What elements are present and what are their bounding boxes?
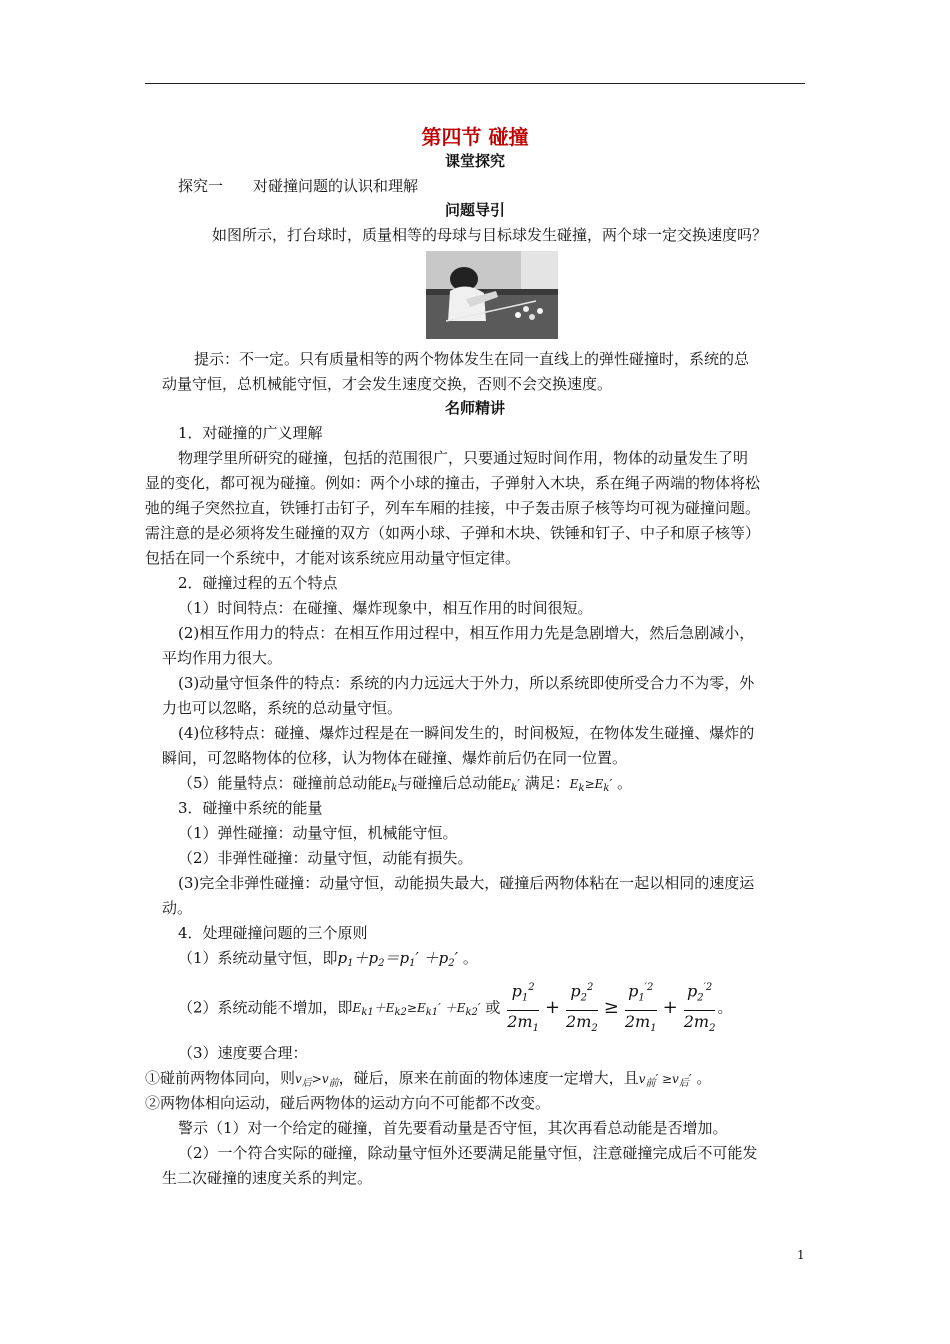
formula-inequality: $E_k\ge E_k'$ — [569, 777, 613, 794]
text-segment: 。 — [717, 998, 733, 1017]
hint-line-2: 动量守恒，总机械能守恒，才会发生速度交换，否则不会交换速度。 — [162, 375, 613, 393]
momentum-principle-line — [178, 948, 478, 974]
fraction-p1: $\frac{p_1^2}{2m_1}$ — [507, 978, 539, 1039]
formula-ek-prime: $E_k'$ — [502, 777, 520, 794]
formula-energy: $E_{k1}+E_{k2}\ge E_{k1}' +E_{k2}'$ — [352, 1001, 481, 1019]
energy-principle-line — [178, 978, 733, 1034]
point2-item: (4)位移特点：碰撞、爆炸过程是在一瞬间发生的，时间极短，在物体发生碰撞、爆炸的 — [178, 724, 755, 742]
point3-item: （2）非弹性碰撞：动量守恒，动能有损失。 — [178, 849, 473, 867]
text-segment: 。 — [616, 774, 632, 792]
geq-sign: ≥ — [603, 997, 619, 1019]
text-segment: （2）系统动能不增加，即 — [178, 998, 353, 1017]
warning-line: 警示（1）对一个给定的碰撞，首先要看动量是否守恒，其次再看总动能是否增加。 — [178, 1119, 728, 1137]
subtitle: 课堂探究 — [444, 152, 505, 170]
formula-ek: $E_k$ — [382, 777, 398, 794]
text-segment: （1）系统动量守恒，即 — [178, 949, 338, 967]
formula-momentum: $p_1+p_2=p_1' +p_2'$ — [337, 949, 459, 969]
billiards-photo — [426, 251, 558, 339]
point3-item: 动。 — [162, 899, 193, 917]
fraction-p1-prime: $\frac{p_1^{'2}}{2m_1}$ — [625, 978, 657, 1039]
text-segment: 或 — [485, 998, 501, 1017]
point1-line: 需注意的是必须将发生碰撞的双方（如两小球、子弹和木块、铁锤和钉子、中子和原子核等） — [145, 524, 761, 542]
point3-heading: 3．碰撞中系统的能量 — [178, 799, 323, 817]
warning-line: 生二次碰撞的速度关系的判定。 — [162, 1169, 373, 1187]
fraction-p2-prime: $\frac{p_2^{'2}}{2m_2}$ — [684, 978, 716, 1039]
point4-item: ②两物体相向运动，碰后两物体的运动方向不可能都不改变。 — [145, 1094, 551, 1112]
guide-heading: 问题导引 — [444, 201, 505, 219]
point3-item: （1）弹性碰撞：动量守恒，机械能守恒。 — [178, 824, 458, 842]
formula-velocity-2: $v_前' \ge v_后'$ — [638, 1072, 692, 1089]
text-segment: ，碰后，原来在前面的物体速度一定增大，且 — [338, 1069, 639, 1087]
text-segment: 与碰撞后总动能 — [397, 774, 503, 792]
teacher-heading: 名师精讲 — [444, 399, 505, 417]
plus-sign: + — [662, 997, 678, 1019]
energy-feature-line — [178, 773, 632, 799]
point1-line: 物理学里所研究的碰撞，包括的范围很广，只要通过短时间作用，物体的动量发生了明 — [178, 449, 749, 467]
point4-heading: 4．处理碰撞问题的三个原则 — [178, 924, 368, 942]
point2-heading: 2．碰撞过程的五个特点 — [178, 574, 338, 592]
plus-sign: + — [544, 997, 561, 1019]
page-title: 第四节 碰撞 — [421, 125, 529, 149]
point3-item: (3)完全非弹性碰撞：动量守恒，动能损失最大，碰撞后两物体粘在一起以相同的速度运 — [178, 874, 755, 892]
point1-heading: 1．对碰撞的广义理解 — [178, 424, 323, 442]
text-segment: 满足： — [524, 774, 570, 792]
point2-item: （1）时间特点：在碰撞、爆炸现象中，相互作用的时间很短。 — [178, 599, 593, 617]
fraction-p2: $\frac{p_2^2}{2m_2}$ — [566, 978, 598, 1039]
section-heading: 探究一 对碰撞问题的认识和理解 — [178, 177, 419, 195]
warning-line: （2）一个符合实际的碰撞，除动量守恒外还要满足能量守恒，注意碰撞完成后不可能发 — [178, 1144, 758, 1162]
formula-velocity-1: $v_后>v_前$ — [295, 1072, 339, 1089]
text-segment: 。 — [696, 1069, 712, 1087]
text-segment: ①碰前两物体同向，则 — [145, 1069, 296, 1087]
text-segment: 。 — [462, 949, 478, 967]
question-text: 如图所示，打台球时，质量相等的母球与目标球发生碰撞，两个球一定交换速度吗？ — [212, 226, 768, 244]
point2-item: 平均作用力很大。 — [162, 649, 283, 667]
point4-item: （3）速度要合理： — [178, 1044, 308, 1062]
point2-item: (3)动量守恒条件的特点：系统的内力远远大于外力，所以系统即使所受合力不为零，外 — [178, 674, 755, 692]
point1-line: 显的变化，都可视为碰撞。例如：两个小球的撞击，子弹射入木块，系在绳子两端的物体将松 — [145, 474, 761, 492]
header-rule — [145, 83, 805, 84]
hint-line-1: 提示：不一定。只有质量相等的两个物体发生在同一直线上的弹性碰撞时，系统的总 — [194, 350, 750, 368]
point1-line: 包括在同一个系统中，才能对该系统应用动量守恒定律。 — [145, 549, 521, 567]
text-segment: （5）能量特点：碰撞前总动能 — [178, 774, 383, 792]
point2-item: (2)相互作用力的特点：在相互作用过程中，相互作用力先是急剧增大，然后急剧减小， — [178, 624, 755, 642]
page-number: 1 — [797, 1248, 805, 1262]
point2-item: 力也可以忽略，系统的总动量守恒。 — [162, 699, 403, 717]
velocity-rule-line — [145, 1068, 711, 1094]
point2-item: 瞬间，可忽略物体的位移，认为物体在碰撞、爆炸前后仍在同一位置。 — [162, 749, 628, 767]
point1-line: 弛的绳子突然拉直，铁锤打击钉子，列车车厢的挂接，中子轰击原子核等均可视为碰撞问题。 — [145, 499, 761, 517]
